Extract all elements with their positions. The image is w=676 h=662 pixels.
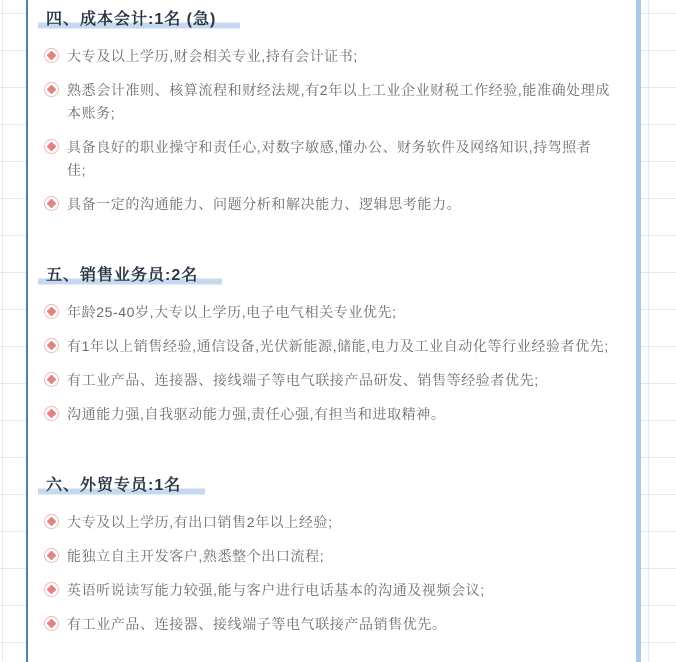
diamond-bullet-icon: [44, 196, 59, 211]
diamond-bullet-icon: [44, 48, 59, 63]
requirement-text: 具备一定的沟通能力、问题分析和解决能力、逻辑思考能力。: [67, 196, 462, 212]
section-title: [44, 8, 610, 32]
diamond-bullet-icon: [44, 406, 59, 421]
requirement-item: [44, 369, 610, 392]
requirement-item: [44, 613, 610, 636]
diamond-glyph: [47, 307, 57, 317]
requirement-text: 有工业产品、连接器、接线端子等电气联接产品研发、销售等经验者优先;: [67, 372, 539, 388]
requirement-item: [44, 403, 610, 426]
diamond-bullet-icon: [44, 514, 59, 529]
requirement-text: 大专及以上学历,财会相关专业,持有会计证书;: [67, 48, 358, 64]
requirement-item: [44, 545, 610, 568]
diamond-bullet-icon: [44, 82, 59, 97]
diamond-glyph: [47, 409, 57, 419]
requirement-text: 大专及以上学历,有出口销售2年以上经验;: [67, 514, 333, 530]
diamond-bullet-icon: [44, 616, 59, 631]
diamond-bullet-icon: [44, 304, 59, 319]
diamond-glyph: [47, 375, 57, 385]
requirement-item: [44, 193, 610, 216]
diamond-glyph: [47, 585, 57, 595]
requirement-text: 有1年以上销售经验,通信设备,光伏新能源,储能,电力及工业自动化等行业经验者优先;: [67, 338, 609, 354]
requirement-list: [44, 511, 610, 636]
diamond-glyph: [47, 517, 57, 527]
requirement-item: [44, 45, 610, 68]
requirement-item: [44, 335, 610, 358]
requirement-text: 年龄25-40岁,大专以上学历,电子电气相关专业优先;: [67, 304, 397, 320]
section-title: [44, 474, 610, 498]
requirement-item: [44, 511, 610, 534]
section-title: [44, 264, 610, 288]
requirement-text: 能独立自主开发客户,熟悉整个出口流程;: [67, 548, 325, 564]
diamond-glyph: [47, 341, 57, 351]
requirement-item: [44, 301, 610, 324]
diamond-bullet-icon: [44, 548, 59, 563]
article-card: [26, 0, 641, 662]
job-section: [44, 474, 610, 636]
requirement-text: 有工业产品、连接器、接线端子等电气联接产品销售优先。: [67, 616, 447, 632]
diamond-bullet-icon: [44, 139, 59, 154]
diamond-glyph: [47, 85, 57, 95]
diamond-bullet-icon: [44, 372, 59, 387]
diamond-bullet-icon: [44, 338, 59, 353]
requirement-text: 具备良好的职业操守和责任心,对数字敏感,懂办公、财务软件及网络知识,持驾照者佳;: [67, 139, 592, 178]
diamond-glyph: [47, 551, 57, 561]
requirement-text: 沟通能力强,自我驱动能力强,责任心强,有担当和进取精神。: [67, 406, 446, 422]
diamond-glyph: [47, 199, 57, 209]
job-section: [44, 8, 610, 216]
requirement-text: 熟悉会计准则、核算流程和财经法规,有2年以上工业企业财税工作经验,能准确处理成本账务;: [67, 82, 610, 121]
section-title-text: 五、销售业务员:2名: [38, 264, 222, 288]
requirement-list: [44, 45, 610, 216]
requirement-item: [44, 136, 610, 182]
requirement-item: [44, 79, 610, 125]
section-title-text: 四、成本会计:1名 (急): [38, 8, 240, 32]
section-title-text: 六、外贸专员:1名: [38, 474, 205, 498]
diamond-glyph: [47, 142, 57, 152]
diamond-bullet-icon: [44, 582, 59, 597]
requirement-item: [44, 579, 610, 602]
diamond-glyph: [47, 619, 57, 629]
job-section: [44, 264, 610, 426]
requirement-text: 英语听说读写能力较强,能与客户进行电话基本的沟通及视频会议;: [67, 582, 485, 598]
requirement-list: [44, 301, 610, 426]
diamond-glyph: [47, 51, 57, 61]
